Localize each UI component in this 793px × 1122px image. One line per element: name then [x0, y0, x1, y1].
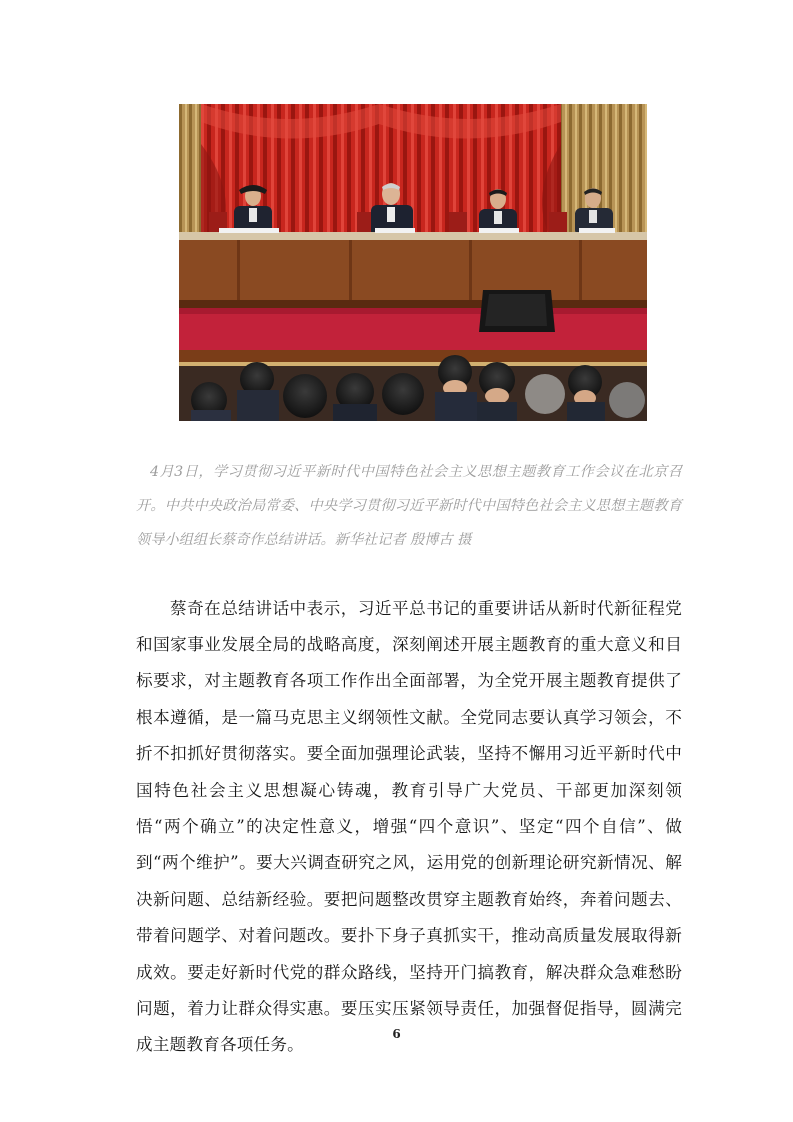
meeting-photo-illustration — [179, 104, 647, 421]
article-body-paragraph: 蔡奇在总结讲话中表示，习近平总书记的重要讲话从新时代新征程党和国家事业发展全局的战略高度，深刻阐述开展主题教育的重大意义和目标要求，对主题教育各项工作作出全面部署，为全党开展主题教育提供了根本遵循，是一篇马克思主义纲领性文献。全党同志要认真学习领会，不折不扣抓好贯彻落实。要全面加强理论武装，坚持不懈用习近平新时代中国特色社会主义思想凝心铸魂，教育引导广大党员、干部更加深刻领悟“两个确立”的决定性意义，增强“四个意识”、坚定“四个自信”、做到“两个维护”。要大兴调查研究之风，运用党的创新理论研究新情况、解决新问题、总结新经验。要把问题整改贯穿主题教育始终，奔着问题去、带着问题学、对着问题改。要扑下身子真抓实干，推动高质量发展取得新成效。要走好新时代党的群众路线，坚持开门搞教育，解决群众急难愁盼问题，着力让群众得实惠。要压实压紧领导责任，加强督促指导，圆满完成主题教育各项任务。 — [136, 598, 682, 1055]
photo-caption: 4月3日，学习贯彻习近平新时代中国特色社会主义思想主题教育工作会议在北京召开。中共中央政治局常委、中央学习贯彻习近平新时代中国特色社会主义思想主题教育领导小组组长蔡奇作总结讲话。新华社记者 殷博古 摄 — [136, 464, 682, 549]
meeting-photo — [179, 104, 647, 421]
page-number: 6 — [392, 1027, 401, 1041]
